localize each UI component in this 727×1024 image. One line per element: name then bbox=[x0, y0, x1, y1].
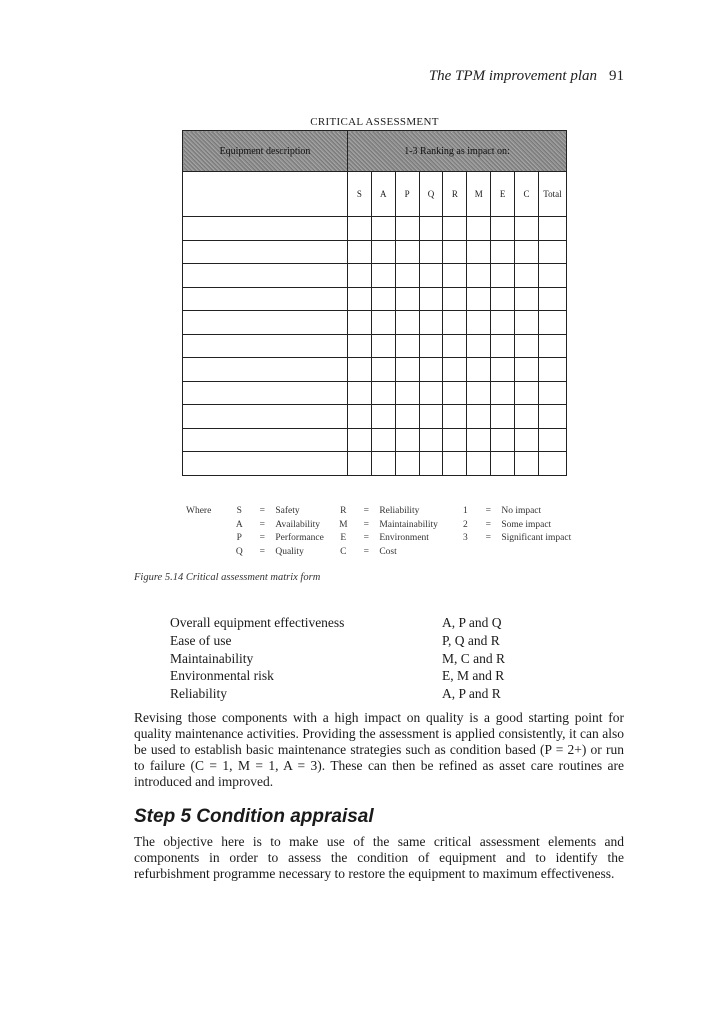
table-cell bbox=[467, 405, 491, 429]
table-cell bbox=[183, 287, 348, 311]
legend-value: Quality bbox=[275, 546, 304, 557]
table-cell bbox=[419, 428, 443, 452]
table-cell bbox=[443, 311, 467, 335]
legend-key: S bbox=[236, 506, 242, 516]
legend: Where S = Safety R = Reliability 1 = No impact A = Availability M = Maintainability 2 = Some impact P = Performance E = Environment 3 = Significant impact Q = Quality C = Cost bbox=[186, 506, 572, 557]
table-cell bbox=[371, 428, 395, 452]
criteria-header: Total bbox=[538, 172, 566, 217]
figure-caption: Figure 5.14 Critical assessment matrix form bbox=[134, 572, 321, 583]
table-cell bbox=[467, 264, 491, 288]
legend-key: 3 bbox=[462, 533, 468, 544]
table-cell bbox=[491, 240, 515, 264]
legend-value: Availability bbox=[275, 519, 321, 530]
table-cell bbox=[538, 381, 566, 405]
criteria-header: P bbox=[395, 172, 419, 217]
legend-key: 2 bbox=[462, 519, 468, 530]
table-cell bbox=[183, 452, 348, 476]
table-cell bbox=[183, 428, 348, 452]
legend-value: Performance bbox=[275, 533, 324, 544]
table-cell bbox=[395, 358, 419, 382]
table-cell bbox=[467, 428, 491, 452]
criteria-header: R bbox=[443, 172, 467, 217]
table-row bbox=[183, 381, 567, 405]
criteria-header: Q bbox=[419, 172, 443, 217]
table-cell bbox=[183, 358, 348, 382]
body-paragraph: The objective here is to make use of the same critical assessment elements and components in order to assess the condition of equipment and to identify the refurbishment programme necessary to restore the equipment to maximum effectiveness. bbox=[134, 834, 624, 881]
table-cell bbox=[538, 405, 566, 429]
table-cell bbox=[491, 287, 515, 311]
table-cell bbox=[491, 452, 515, 476]
page-number: 91 bbox=[609, 68, 624, 84]
table-cell bbox=[538, 264, 566, 288]
table-cell bbox=[515, 405, 539, 429]
legend-key: E bbox=[340, 533, 347, 544]
legend-value: Reliability bbox=[379, 506, 420, 516]
table-cell bbox=[515, 264, 539, 288]
table-cell bbox=[491, 264, 515, 288]
legend-key: P bbox=[236, 533, 242, 544]
table-cell bbox=[491, 428, 515, 452]
matrix-body bbox=[183, 217, 567, 476]
list-item: Overall equipment effectiveness A, P and Q bbox=[170, 615, 502, 630]
legend-value: Safety bbox=[275, 506, 300, 516]
table-cell bbox=[515, 311, 539, 335]
table-cell bbox=[419, 334, 443, 358]
table-cell bbox=[371, 452, 395, 476]
table-cell bbox=[395, 264, 419, 288]
legend-key: C bbox=[340, 546, 347, 557]
table-cell bbox=[443, 217, 467, 241]
criteria-header: A bbox=[371, 172, 395, 217]
table-cell bbox=[348, 428, 372, 452]
table-cell bbox=[395, 240, 419, 264]
table-cell bbox=[183, 311, 348, 335]
table-cell bbox=[538, 311, 566, 335]
table-cell bbox=[467, 381, 491, 405]
table-cell bbox=[348, 358, 372, 382]
table-cell bbox=[443, 428, 467, 452]
table-cell bbox=[443, 240, 467, 264]
table-row bbox=[183, 311, 567, 335]
table-cell bbox=[515, 358, 539, 382]
table-cell bbox=[395, 334, 419, 358]
table-cell bbox=[538, 287, 566, 311]
table-cell bbox=[395, 428, 419, 452]
equipment-cell bbox=[183, 172, 348, 217]
table-cell bbox=[371, 287, 395, 311]
figure-title: CRITICAL ASSESSMENT bbox=[310, 116, 439, 128]
legend-value: Cost bbox=[379, 546, 397, 557]
table-cell bbox=[419, 287, 443, 311]
table-cell bbox=[515, 334, 539, 358]
table-cell bbox=[443, 287, 467, 311]
criteria-header: S bbox=[348, 172, 372, 217]
table-cell bbox=[183, 240, 348, 264]
table-cell bbox=[443, 405, 467, 429]
table-cell bbox=[538, 428, 566, 452]
legend-value: Maintainability bbox=[379, 519, 438, 530]
table-cell bbox=[371, 264, 395, 288]
table-cell bbox=[183, 405, 348, 429]
table-cell bbox=[491, 334, 515, 358]
table-cell bbox=[348, 264, 372, 288]
table-cell bbox=[515, 287, 539, 311]
table-cell bbox=[395, 405, 419, 429]
table-cell bbox=[395, 452, 419, 476]
table-cell bbox=[467, 358, 491, 382]
equipment-description-header: Equipment description bbox=[183, 131, 348, 172]
table-cell bbox=[183, 381, 348, 405]
table-cell bbox=[515, 381, 539, 405]
running-title: The TPM improvement plan bbox=[428, 68, 597, 84]
table-cell bbox=[443, 452, 467, 476]
legend-key: Q bbox=[235, 546, 243, 557]
table-cell bbox=[348, 287, 372, 311]
criteria-header: M bbox=[467, 172, 491, 217]
table-cell bbox=[467, 334, 491, 358]
table-cell bbox=[183, 217, 348, 241]
table-cell bbox=[538, 334, 566, 358]
table-cell bbox=[348, 452, 372, 476]
table-cell bbox=[371, 240, 395, 264]
table-cell bbox=[443, 358, 467, 382]
table-cell bbox=[371, 217, 395, 241]
table-cell bbox=[371, 405, 395, 429]
table-row bbox=[183, 264, 567, 288]
table-cell bbox=[371, 358, 395, 382]
table-cell bbox=[515, 217, 539, 241]
table-cell bbox=[395, 287, 419, 311]
body-paragraph: Revising those components with a high impact on quality is a good starting point for quality maintenance activities. Providing the assessment is applied consistently, it can also be used to establish basic maintenance strategies such as condition based (P = 2+) or run to failure (C = 1, M = 1, A = 3). These can then be refined as asset care routines are introduced and improved. bbox=[134, 710, 624, 789]
table-cell bbox=[395, 311, 419, 335]
table-cell bbox=[348, 217, 372, 241]
legend-value: Environment bbox=[379, 533, 429, 544]
table-cell bbox=[515, 452, 539, 476]
legend-key: M bbox=[339, 519, 348, 530]
legend-value: Some impact bbox=[501, 519, 552, 530]
table-cell bbox=[348, 381, 372, 405]
table-cell bbox=[515, 240, 539, 264]
table-cell bbox=[491, 358, 515, 382]
table-cell bbox=[371, 311, 395, 335]
table-row bbox=[183, 334, 567, 358]
table-row bbox=[183, 287, 567, 311]
legend-value: No impact bbox=[501, 506, 542, 516]
legend-value: Significant impact bbox=[501, 533, 572, 544]
table-cell bbox=[183, 334, 348, 358]
table-cell bbox=[371, 381, 395, 405]
table-cell bbox=[467, 452, 491, 476]
legend-intro: Where bbox=[186, 506, 212, 516]
table-cell bbox=[467, 287, 491, 311]
list-item: Ease of use P, Q and R bbox=[170, 632, 500, 648]
criteria-header: E bbox=[491, 172, 515, 217]
table-cell bbox=[538, 217, 566, 241]
table-row bbox=[183, 217, 567, 241]
table-cell bbox=[538, 452, 566, 476]
running-header bbox=[429, 68, 624, 85]
table-cell bbox=[515, 428, 539, 452]
section-heading: Step 5 Condition appraisal bbox=[134, 806, 374, 827]
table-cell bbox=[443, 264, 467, 288]
table-cell bbox=[419, 240, 443, 264]
list-item: Reliability A, P and R bbox=[170, 686, 501, 702]
list-item: Environmental risk E, M and R bbox=[170, 668, 505, 684]
list-item: Maintainability M, C and R bbox=[170, 650, 506, 666]
table-cell bbox=[371, 334, 395, 358]
ranking-header: 1-3 Ranking as impact on: bbox=[348, 131, 567, 172]
table-cell bbox=[467, 217, 491, 241]
table-cell bbox=[491, 217, 515, 241]
table-cell bbox=[443, 334, 467, 358]
legend-key: A bbox=[235, 519, 243, 530]
table-cell bbox=[467, 311, 491, 335]
table-cell bbox=[467, 240, 491, 264]
table-row bbox=[183, 428, 567, 452]
table-cell bbox=[538, 358, 566, 382]
table-cell bbox=[491, 311, 515, 335]
table-cell bbox=[419, 311, 443, 335]
table-cell bbox=[348, 311, 372, 335]
table-cell bbox=[419, 358, 443, 382]
table-cell bbox=[183, 264, 348, 288]
association-list bbox=[168, 613, 507, 704]
table-cell bbox=[348, 334, 372, 358]
table-cell bbox=[348, 240, 372, 264]
criteria-header: C bbox=[515, 172, 539, 217]
table-cell bbox=[419, 381, 443, 405]
table-cell bbox=[419, 264, 443, 288]
table-row bbox=[183, 358, 567, 382]
table-cell bbox=[538, 240, 566, 264]
table-cell bbox=[419, 452, 443, 476]
table-row bbox=[183, 452, 567, 476]
table-cell bbox=[419, 405, 443, 429]
table-cell bbox=[348, 405, 372, 429]
table-cell bbox=[395, 381, 419, 405]
table-cell bbox=[395, 217, 419, 241]
legend-key: R bbox=[340, 506, 347, 516]
table-cell bbox=[443, 381, 467, 405]
table-cell bbox=[419, 217, 443, 241]
table-row bbox=[183, 405, 567, 429]
table-row bbox=[183, 240, 567, 264]
table-cell bbox=[491, 405, 515, 429]
critical-assessment-matrix bbox=[182, 130, 567, 476]
table-cell bbox=[491, 381, 515, 405]
legend-key: 1 bbox=[462, 506, 468, 516]
